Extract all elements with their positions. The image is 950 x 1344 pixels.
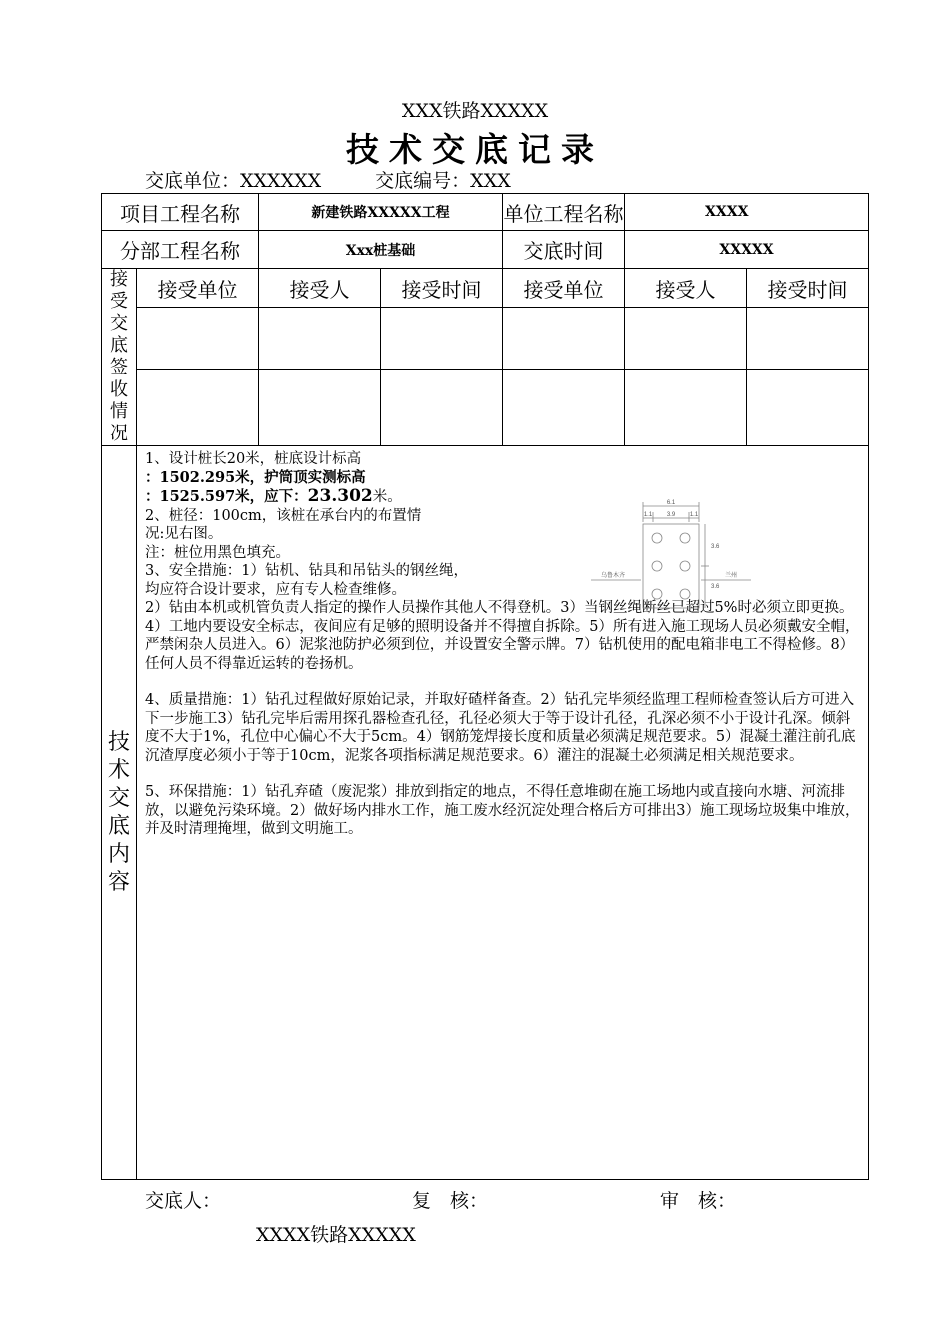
pile-position xyxy=(680,589,690,599)
presenter-label: 交底人： xyxy=(145,1190,222,1212)
content-side-char: 技 xyxy=(107,729,130,755)
content-side-label xyxy=(102,446,137,1180)
content-line-part: ：1525.597米，应下： xyxy=(145,488,308,505)
unit-line xyxy=(145,166,511,193)
content-line: 注：桩位用黑色填充。 xyxy=(145,544,290,561)
dim-side1: 3.6 xyxy=(711,544,720,550)
pile-position xyxy=(680,561,690,571)
dim-a: 1.1 xyxy=(643,512,653,518)
project-value: 新建铁路XXXXX工程 xyxy=(259,194,503,231)
content-side-char: 内 xyxy=(107,841,130,867)
audit-label: 审 核： xyxy=(660,1190,737,1212)
receipt-cell[interactable] xyxy=(137,369,259,445)
pile-layout-diagram xyxy=(583,498,793,618)
receipt-col-person: 接受人 xyxy=(259,269,381,308)
cap-outline xyxy=(643,524,699,608)
left-label: 乌鲁木齐 xyxy=(601,573,626,579)
receipt-cell[interactable] xyxy=(503,369,625,445)
receipt-cell[interactable] xyxy=(747,308,869,369)
receipt-col-unit: 接受单位 xyxy=(503,269,625,308)
receipt-header-row xyxy=(102,269,869,308)
content-line: 均应符合设计要求，应有专人检查维修。 xyxy=(145,581,406,598)
content-line: 2、桩径：100cm，该桩在承台内的布置情 xyxy=(145,507,422,524)
dim-c: 1.1 xyxy=(689,512,699,518)
time-value: XXXXX xyxy=(625,231,869,269)
document-title: 技术交底记录 xyxy=(346,130,604,169)
dim-top: 6.1 xyxy=(666,500,676,506)
receipt-cell[interactable] xyxy=(259,369,381,445)
time-label: 交底时间 xyxy=(503,231,625,269)
code-label: 交底编号：XXX xyxy=(375,170,511,192)
receipt-side-char: 情 xyxy=(110,401,128,422)
unit-project-label: 单位工程名称 xyxy=(503,194,625,231)
unit-project-value: XXXX xyxy=(625,194,869,231)
receipt-side-char: 受 xyxy=(110,291,128,312)
safety-paragraph: 2）钻由本机或机管负责人指定的操作人员操作其他人不得登机。3）当钢丝绳断丝已超过5%时必须立即更换。4）工地内要设安全标志，夜间应有足够的照明设备并不得擅自拆除。5）所有进入施工现场人员必须戴安全帽，严禁闲杂人员进入。6）泥浆池防护必须到位，并设置安全警示牌。7）钻机使用的配电箱非电工不得检修。8）任何人员不得靠近运转的卷扬机。 xyxy=(145,600,860,672)
right-label: 兰州 xyxy=(725,573,738,579)
receipt-side-char: 签 xyxy=(110,357,128,378)
content-line: 3、安全措施：1）钻机、钻具和吊钻头的钢丝绳， xyxy=(145,563,468,579)
dim-b: 3.9 xyxy=(666,512,676,518)
receipt-cell[interactable] xyxy=(747,369,869,445)
receipt-col-person: 接受人 xyxy=(625,269,747,308)
document-subtitle: XXX铁路XXXXX xyxy=(401,100,549,122)
record-table xyxy=(101,193,869,1180)
receipt-cell[interactable] xyxy=(503,308,625,369)
subproject-row xyxy=(102,231,869,269)
content-side-char: 容 xyxy=(107,869,130,895)
receipt-cell[interactable] xyxy=(381,308,503,369)
pile-position xyxy=(652,561,662,571)
project-row xyxy=(102,194,869,231)
receipt-col-unit: 接受单位 xyxy=(137,269,259,308)
receipt-side-char: 底 xyxy=(110,335,128,356)
content-row xyxy=(102,446,869,1180)
receipt-cell[interactable] xyxy=(259,308,381,369)
sub-project-value: Xxx桩基础 xyxy=(259,231,503,269)
project-label: 项目工程名称 xyxy=(102,194,259,231)
content-body xyxy=(137,446,869,1180)
content-side-char: 底 xyxy=(107,813,130,839)
environment-paragraph: 5、环保措施：1）钻孔弃碴（废泥浆）排放到指定的地点，不得任意堆砌在施工场地内或直接向水塘、河流排放，以避免污染环境。2）做好场内排水工作，施工废水经沉淀处理合格后方可排出3）施工现场垃圾集中堆放，并及时清理掩埋，做到文明施工。 xyxy=(145,784,860,837)
content-line: 1、设计桩长20米，桩底设计标高 xyxy=(145,451,362,467)
content-line-part: 米。 xyxy=(372,489,402,505)
receipt-side-label xyxy=(102,269,137,446)
content-line: ：1502.295米，护筒顶实测标高 xyxy=(145,468,366,486)
receipt-row xyxy=(102,308,869,369)
receipt-side-char: 接 xyxy=(110,269,128,290)
pile-position xyxy=(680,533,690,543)
receipt-cell[interactable] xyxy=(625,308,747,369)
content-line-value: 23.302 xyxy=(307,486,373,506)
receipt-side-char: 况 xyxy=(110,423,128,444)
pile-position xyxy=(652,589,662,599)
review-label: 复 核： xyxy=(412,1190,489,1212)
receipt-row xyxy=(102,369,869,445)
pile-position xyxy=(652,533,662,543)
content-side-char: 交 xyxy=(107,785,130,811)
receipt-cell[interactable] xyxy=(625,369,747,445)
receipt-cell[interactable] xyxy=(137,308,259,369)
content-side-char: 术 xyxy=(107,757,130,783)
receipt-col-time: 接受时间 xyxy=(381,269,503,308)
dim-side2: 3.6 xyxy=(711,584,720,590)
content-line: 况:见右图。 xyxy=(145,526,223,542)
receipt-side-char: 交 xyxy=(110,313,128,334)
sub-project-label: 分部工程名称 xyxy=(102,231,259,269)
receipt-side-char: 收 xyxy=(110,379,128,400)
receipt-cell[interactable] xyxy=(381,369,503,445)
footer-text: XXXX铁路XXXXX xyxy=(256,1224,416,1246)
unit-label: 交底单位：XXXXXX xyxy=(145,170,322,192)
quality-paragraph: 4、质量措施：1）钻孔过程做好原始记录，并取好碴样备查。2）钻孔完毕须经监理工程师检查签认后方可进入下一步施工3）钻孔完毕后需用探孔器检查孔径，孔径必须大于等于设计孔径，孔深必须不小于设计孔深。倾斜度不大于1%，孔位中心偏心不大于5cm。4）钢筋笼焊接长度和质量必须满足规范要求。5）混凝土灌注前孔底沉渣厚度必须小于等于10cm，泥浆各项指标满足规范要求。6）灌注的混凝土必须满足相关规范要求。 xyxy=(145,692,856,764)
receipt-col-time: 接受时间 xyxy=(747,269,869,308)
